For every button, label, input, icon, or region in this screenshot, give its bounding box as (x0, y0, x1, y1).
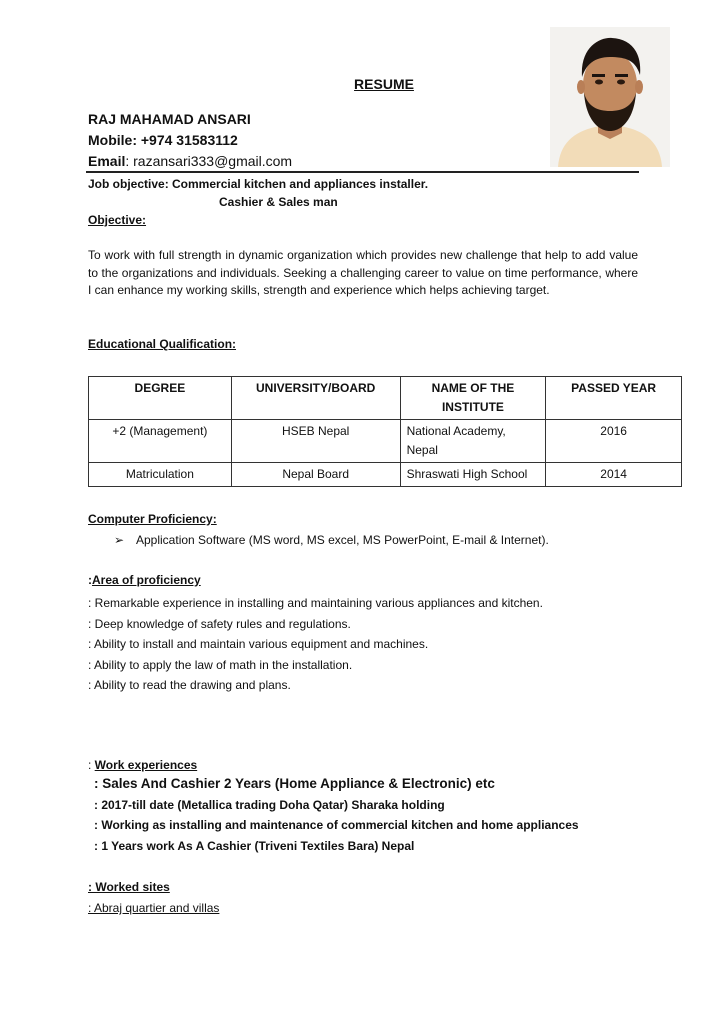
area-heading-prefix: : (88, 573, 92, 587)
table-cell: 2014 (546, 463, 682, 487)
table-cell: Matriculation (89, 463, 232, 487)
email-label: Email (88, 153, 126, 169)
column-header: DEGREE (89, 377, 232, 420)
mobile-number: Mobile: +974 31583112 (88, 132, 238, 148)
objective-text: To work with full strength in dynamic organization which provides new challenge that help to add value to the organizations and individuals. Seeking a challenging career to value on time performance, where I can enhance my working skills, strength and experience which helps achieving target. (88, 248, 638, 297)
table-cell: National Academy, Nepal (400, 420, 546, 463)
education-heading: Educational Qualification: (88, 337, 237, 351)
objective-heading: Objective: (88, 213, 147, 227)
work-heading-text: Work experiences (94, 758, 198, 772)
work-heading (88, 758, 197, 772)
job-objective-line2: Cashier & Sales man (219, 195, 338, 209)
arrow-bullet-icon: ➢ (114, 533, 125, 547)
computer-heading: Computer Proficiency: (88, 512, 217, 526)
education-table-header (89, 377, 682, 420)
header-divider (86, 171, 639, 173)
table-cell: HSEB Nepal (231, 420, 400, 463)
list-item: : Ability to read the drawing and plans. (88, 678, 291, 692)
worked-sites-heading: : Worked sites (88, 880, 170, 894)
area-list (88, 593, 543, 696)
column-header: PASSED YEAR (546, 377, 682, 420)
area-heading (88, 573, 201, 587)
work-item: : 1 Years work As A Cashier (Triveni Textiles Bara) Nepal (94, 839, 415, 853)
worked-sites-item: : Abraj quartier and villas (88, 901, 220, 915)
resume-title: RESUME (354, 76, 414, 92)
table-cell: +2 (Management) (89, 420, 232, 463)
table-cell: Nepal Board (231, 463, 400, 487)
column-header: NAME OF THE INSTITUTE (400, 377, 546, 420)
area-heading-text: Area of proficiency (92, 573, 201, 587)
email-value: : razansari333@gmail.com (125, 153, 293, 169)
work-item: : Sales And Cashier 2 Years (Home Appliance & Electronic) etc (94, 776, 495, 791)
table-cell: 2016 (546, 420, 682, 463)
computer-item (114, 533, 549, 547)
work-heading-prefix: : (88, 758, 95, 772)
list-item: : Ability to apply the law of math in the installation. (88, 657, 353, 672)
list-item: : Ability to install and maintain various equipment and machines. (88, 637, 429, 651)
computer-item-text: Application Software (MS word, MS excel, MS PowerPoint, E-mail & Internet). (136, 533, 549, 547)
job-objective-line1: Job objective: Commercial kitchen and appliances installer. (88, 177, 429, 191)
list-item: : Deep knowledge of safety rules and regulations. (88, 616, 351, 631)
profile-photo-image (550, 27, 670, 167)
profile-photo (550, 27, 670, 167)
email-line (88, 153, 292, 169)
table-cell: Shraswati High School (400, 463, 546, 487)
table-row (89, 463, 682, 487)
work-item: : Working as installing and maintenance of commercial kitchen and home appliances (94, 818, 579, 832)
table-row (89, 420, 682, 463)
work-item: : 2017-till date (Metallica trading Doha Qatar) Sharaka holding (94, 798, 445, 812)
education-table (88, 376, 682, 487)
column-header: UNIVERSITY/BOARD (231, 377, 400, 420)
list-item: : Remarkable experience in installing and maintaining various appliances and kitchen. (88, 596, 543, 610)
candidate-name: RAJ MAHAMAD ANSARI (88, 111, 251, 127)
